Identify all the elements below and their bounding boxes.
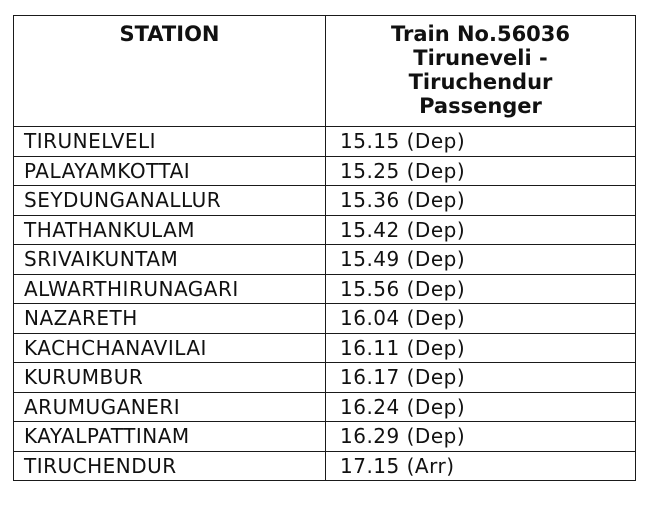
station-header-label: STATION xyxy=(119,22,220,46)
station-cell: KAYALPATTINAM xyxy=(14,422,326,452)
train-origin-label: Tiruneveli - xyxy=(413,46,548,70)
time-cell: 16.11 (Dep) xyxy=(326,333,636,363)
station-cell: ALWARTHIRUNAGARI xyxy=(14,274,326,304)
time-cell: 15.56 (Dep) xyxy=(326,274,636,304)
station-column-header xyxy=(14,16,326,127)
table-row xyxy=(14,363,636,393)
table-row xyxy=(14,422,636,452)
station-cell: ARUMUGANERI xyxy=(14,392,326,422)
time-cell: 16.04 (Dep) xyxy=(326,304,636,334)
station-cell: NAZARETH xyxy=(14,304,326,334)
table-row xyxy=(14,274,636,304)
table-row xyxy=(14,304,636,334)
header-row xyxy=(14,16,636,127)
time-cell: 15.25 (Dep) xyxy=(326,156,636,186)
station-cell: PALAYAMKOTTAI xyxy=(14,156,326,186)
station-cell: KACHCHANAVILAI xyxy=(14,333,326,363)
station-cell: TIRUCHENDUR xyxy=(14,451,326,481)
table-row xyxy=(14,156,636,186)
table-row xyxy=(14,186,636,216)
time-cell: 16.17 (Dep) xyxy=(326,363,636,393)
table-row xyxy=(14,333,636,363)
station-cell: THATHANKULAM xyxy=(14,215,326,245)
table-row xyxy=(14,451,636,481)
time-cell: 15.49 (Dep) xyxy=(326,245,636,275)
train-timetable xyxy=(13,15,636,481)
station-cell: TIRUNELVELI xyxy=(14,127,326,157)
train-number-label: Train No.56036 xyxy=(390,22,571,46)
table-row xyxy=(14,127,636,157)
table-row xyxy=(14,245,636,275)
train-destination-label: Tiruchendur xyxy=(408,70,553,94)
station-cell: SRIVAIKUNTAM xyxy=(14,245,326,275)
time-cell: 16.29 (Dep) xyxy=(326,422,636,452)
train-type-label: Passenger xyxy=(419,94,542,118)
station-cell: KURUMBUR xyxy=(14,363,326,393)
time-cell: 16.24 (Dep) xyxy=(326,392,636,422)
time-cell: 15.42 (Dep) xyxy=(326,215,636,245)
table-row xyxy=(14,392,636,422)
train-column-header xyxy=(326,16,636,127)
time-cell: 17.15 (Arr) xyxy=(326,451,636,481)
time-cell: 15.15 (Dep) xyxy=(326,127,636,157)
station-cell: SEYDUNGANALLUR xyxy=(14,186,326,216)
time-cell: 15.36 (Dep) xyxy=(326,186,636,216)
table-row xyxy=(14,215,636,245)
